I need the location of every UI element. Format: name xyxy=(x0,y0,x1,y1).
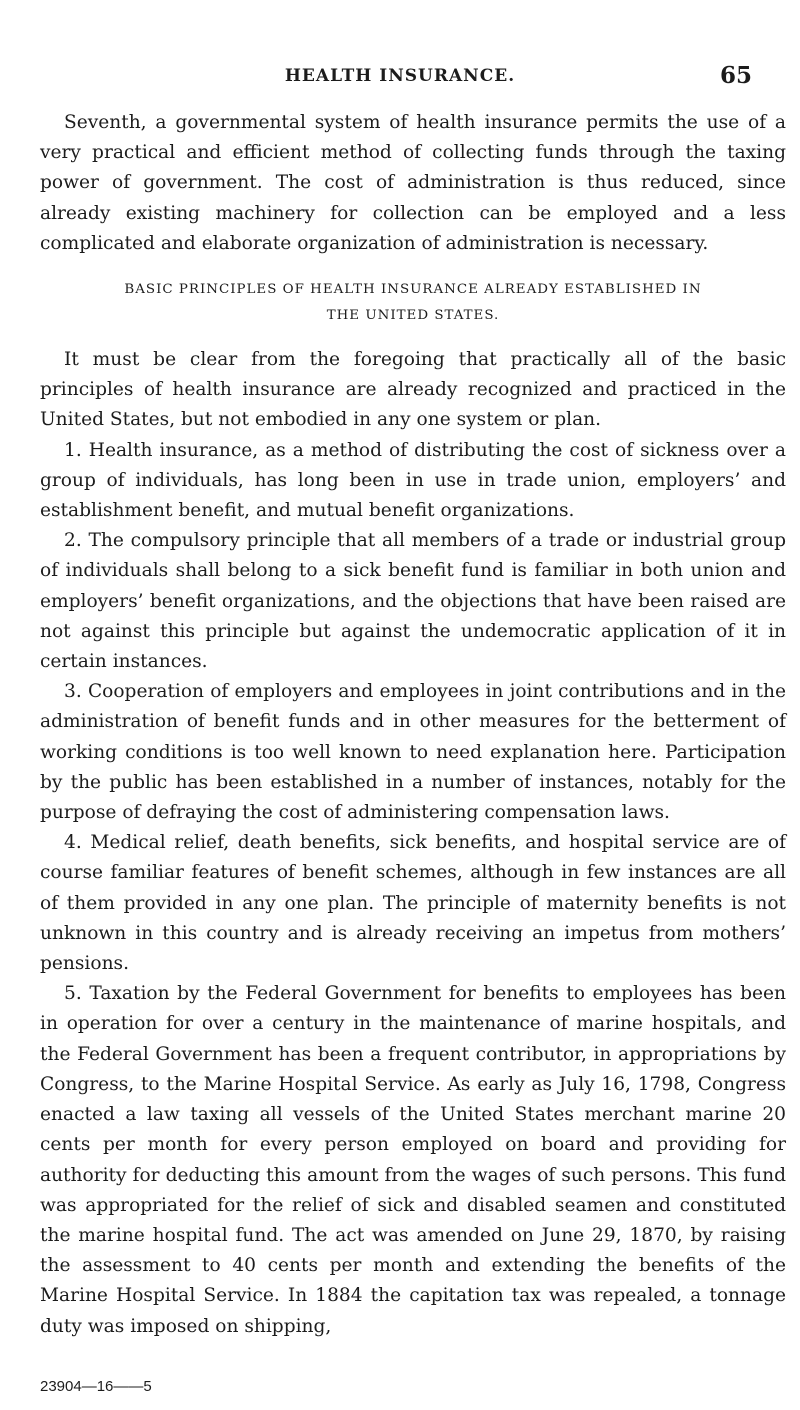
printer-signature-mark: 23904—16——5 xyxy=(40,1378,152,1395)
section-heading xyxy=(40,277,786,329)
page-number: 65 xyxy=(719,62,752,89)
body-text xyxy=(40,108,786,1342)
intro-paragraph: Seventh, a governmental system of health insurance permits the use of a very practical and efficient method of collecting funds through the taxing power of government. The cost of administration is thus reduced, since already existing machinery for collection can be employed and a less complicated and elaborate organization of administration is necessary. xyxy=(40,112,786,254)
principle-5-paragraph: 5. Taxation by the Federal Government for benefits to employees has been in operation for over a century in the maintenance of marine hospitals, and the Federal Government has been a frequent contributor, in appropriations by Congress, to the Marine Hospital Service. As early as July 16, 1798, Congress enacted a law taxing all vessels of the United States merchant marine 20 cents per month for every person employed on board and providing for authority for deducting this amount from the wages of such persons. This fund was appropriated for the relief of sick and disabled seamen and constituted the marine hospital fund. The act was amended on June 29, 1870, by raising the assessment to 40 cents per month and extending the benefits of the Marine Hospital Service. In 1884 the capitation tax was repealed, a tonnage duty was imposed on shipping, xyxy=(40,983,786,1337)
principle-4-paragraph: 4. Medical relief, death benefits, sick benefits, and hospital service are of course familiar features of benefit schemes, although in few instances are all of them provided in any one plan. The principle of maternity benefits is not unknown in this country and is already receiving an impetus from mothers’ pensions. xyxy=(40,832,786,975)
section-heading-line-2: THE UNITED STATES. xyxy=(326,308,500,324)
principle-1-paragraph: 1. Health insurance, as a method of distributing the cost of sickness over a group of individuals, has long been in use in trade union, employers’ and establishment benefit, and mutual benefit organizations. xyxy=(40,439,786,522)
section-intro-paragraph: It must be clear from the foregoing that practically all of the basic principles of health insurance are already recognized and practiced in the United States, but not embodied in any one system or plan. xyxy=(40,349,786,431)
principle-3-paragraph: 3. Cooperation of employers and employees in joint contributions and in the administration of benefit funds and in other measures for the betterment of working conditions is too well known to need explanation here. Participation by the public has been established in a number of instances, notably for the purpose of defraying the cost of administering compensation laws. xyxy=(40,681,786,824)
running-head: HEALTH INSURANCE. xyxy=(284,66,516,86)
page-header xyxy=(0,62,800,98)
principle-2-paragraph: 2. The compulsory principle that all members of a trade or industrial group of individuals shall belong to a sick benefit fund is familiar in both union and employers’ benefit organizations, and the objections that have been raised are not against this principle but against the undemocratic application of it in certain instances. xyxy=(40,530,786,673)
section-heading-line-1: BASIC PRINCIPLES OF HEALTH INSURANCE ALREADY ESTABLISHED IN xyxy=(124,282,702,298)
